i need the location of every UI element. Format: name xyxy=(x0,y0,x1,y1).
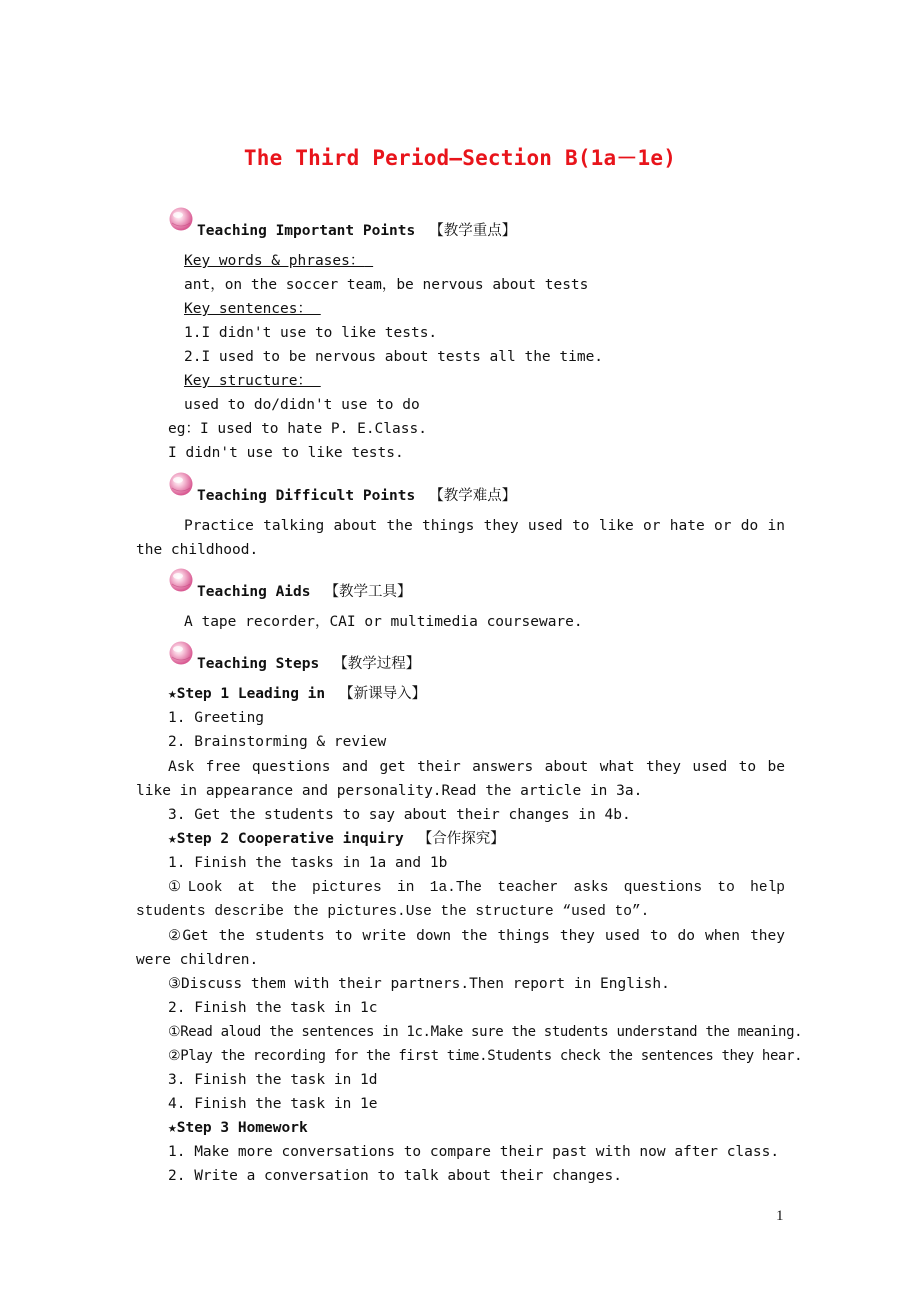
flower-icon xyxy=(168,640,194,666)
step-2-sub-2: ②Get the students to write down the things they used to do when they were children. xyxy=(136,928,785,968)
step-2-item-4: 4. Finish the task in 1e xyxy=(168,1096,378,1112)
key-sentence-2: 2.I used to be nervous about tests all the time. xyxy=(184,349,604,365)
step-3-item-1: 1. Make more conversations to compare their past with now after class. xyxy=(168,1144,780,1160)
step-1-heading: ★Step 1 Leading in 【新课导入】 xyxy=(168,686,427,702)
section-heading-steps: Teaching Steps 【教学过程】 xyxy=(197,656,421,672)
flower-icon xyxy=(168,567,194,593)
step-1-item-3: 3. Get the students to say about their changes in 4b. xyxy=(168,807,631,823)
step-3-item-2: 2. Write a conversation to talk about their changes. xyxy=(168,1168,622,1184)
flower-icon xyxy=(168,471,194,497)
section-heading-difficult: Teaching Difficult Points 【教学难点】 xyxy=(197,488,517,504)
step-2-item-3: 3. Finish the task in 1d xyxy=(168,1072,378,1088)
flower-icon xyxy=(168,206,194,232)
section-heading-important: Teaching Important Points 【教学重点】 xyxy=(197,223,517,239)
step-2-sub-3: ③Discuss them with their partners.Then report in English. xyxy=(168,976,670,992)
section-heading-aids: Teaching Aids 【教学工具】 xyxy=(197,584,412,600)
difficult-text: Practice talking about the things they used to like or hate or do in the childhood. xyxy=(136,518,785,558)
step-2-heading: ★Step 2 Cooperative inquiry 【合作探究】 xyxy=(168,831,505,847)
page-number: 1 xyxy=(776,1208,784,1224)
page-title: The Third Period—Section B(1a－1e) xyxy=(243,146,677,170)
aids-text: A tape recorder，CAI or multimedia courseware. xyxy=(184,614,583,630)
step-2-sub-5: ②Play the recording for the first time.Students check the sentences they hear. xyxy=(168,1048,803,1064)
step-2-item-2: 2. Finish the task in 1c xyxy=(168,1000,378,1016)
step-1-item-2: 2. Brainstorming & review xyxy=(168,734,387,750)
step-3-heading: ★Step 3 Homework xyxy=(168,1120,308,1136)
key-structure: used to do/didn't use to do xyxy=(184,397,420,413)
key-sentences-label: Key sentences： xyxy=(184,301,312,317)
step-1-item-1: 1. Greeting xyxy=(168,710,265,726)
step-1-paragraph: Ask free questions and get their answers about what they used to be like in appearance and personality.Read the article in 3a. xyxy=(136,759,785,799)
example-1: eg：I used to hate P. E.Class. xyxy=(168,421,427,437)
example-2: I didn't use to like tests. xyxy=(168,445,404,461)
step-2-item-1: 1. Finish the tasks in 1a and 1b xyxy=(168,855,448,871)
step-2-sub-4: ①Read aloud the sentences in 1c.Make sure the students understand the meaning. xyxy=(168,1024,803,1040)
key-sentence-1: 1.I didn't use to like tests. xyxy=(184,325,438,341)
key-words: ant，on the soccer team，be nervous about tests xyxy=(184,277,589,293)
key-structure-label: Key structure： xyxy=(184,373,312,389)
step-2-sub-1: ①Look at the pictures in 1a.The teacher asks questions to help students describe the pictures.Use the structure “used to”. xyxy=(136,880,785,920)
key-words-label: Key words & phrases： xyxy=(184,253,365,269)
